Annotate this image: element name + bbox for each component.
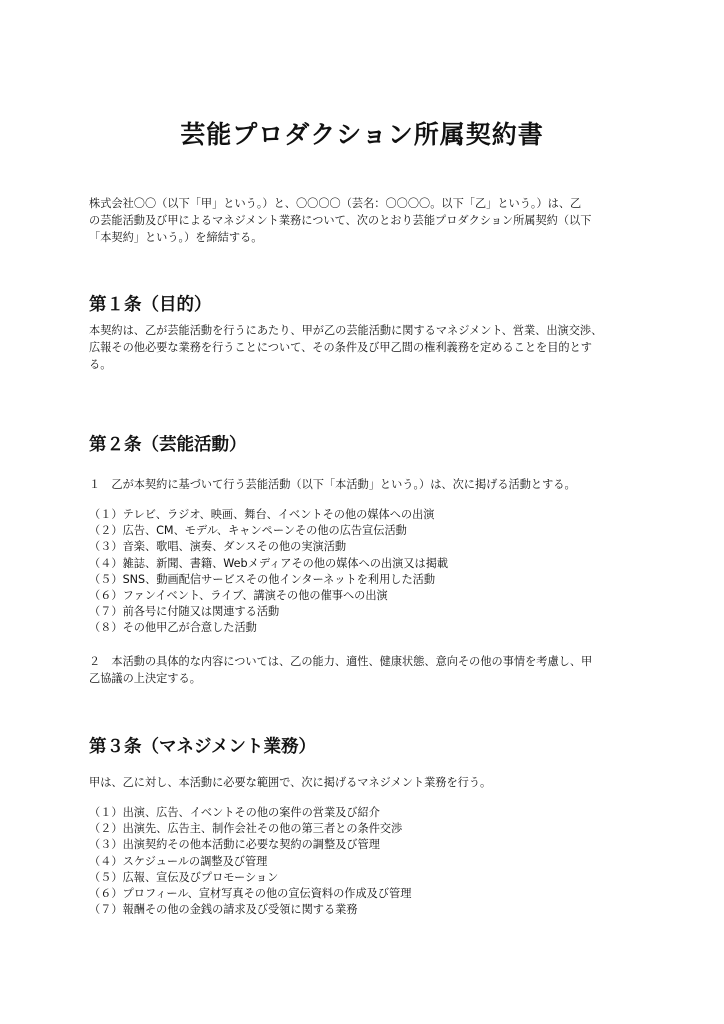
- article-1-heading: 第１条（目的）: [89, 295, 212, 315]
- intro-line: の芸能活動及び甲によるマネジメント業務について、次のとおり芸能プロダクション所属契約（以下: [89, 214, 592, 227]
- article-3-service-list: [89, 805, 411, 918]
- document-title: 芸能プロダクション所属契約書: [180, 120, 544, 149]
- list-item: （３）出演契約その他本活動に必要な契約の調整及び管理: [89, 838, 380, 852]
- list-item: （７）報酬その他の金銭の請求及び受領に関する業務: [89, 903, 358, 917]
- intro-paragraph: [89, 195, 645, 246]
- article-3-intro: [89, 774, 645, 791]
- article-1-line: 広報その他必要な業務を行うことについて、その条件及び甲乙間の権利義務を定めることを目的とす: [89, 341, 592, 354]
- list-item: （４）スケジュールの調整及び管理: [89, 854, 268, 868]
- article-1-line: る。: [89, 358, 112, 371]
- article-2-clause-1-line: １ 乙が本契約に基づいて行う芸能活動（以下「本活動」という。）は、次に掲げる活動とする。: [89, 478, 576, 491]
- article-3-heading: 第３条（マネジメント業務）: [89, 737, 316, 757]
- article-1-body: [89, 322, 645, 373]
- list-item: （１）出演、広告、イベントその他の案件の営業及び紹介: [89, 806, 380, 819]
- list-item: （７）前各号に付随又は関連する活動: [89, 605, 280, 619]
- list-item: （２）出演先、広告主、制作会社その他の第三者との条件交渉: [89, 822, 403, 836]
- list-item: （３）音楽、歌唱、演奏、ダンスその他の実演活動: [89, 540, 347, 554]
- list-item: （６）ファンイベント、ライブ、講演その他の催事への出演: [89, 589, 388, 603]
- list-item: （８）その他甲乙が合意した活動: [89, 621, 257, 635]
- article-3-intro-line: 甲は、乙に対し、本活動に必要な範囲で、次に掲げるマネジメント業務を行う。: [89, 776, 492, 789]
- article-2-clause-2: [89, 653, 645, 687]
- article-2-heading: 第２条（芸能活動）: [89, 435, 247, 455]
- list-item: （１）テレビ、ラジオ、映画、舞台、イベントその他の媒体への出演: [89, 508, 435, 521]
- list-item: （４）雑誌、新聞、書籍、Webメディアその他の媒体への出演又は掲載: [89, 556, 449, 570]
- list-item: （６）プロフィール、宣材写真その他の宣伝資料の作成及び管理: [89, 887, 412, 901]
- article-2-clause-1: [89, 476, 645, 493]
- list-item: （５）SNS、動画配信サービスその他インターネットを利用した活動: [89, 572, 436, 586]
- intro-line: 株式会社〇〇（以下「甲」という。）と、〇〇〇〇（芸名：〇〇〇〇。以下「乙」という。）は、乙: [89, 197, 582, 210]
- article-2-clause-2-line: ２ 本活動の具体的な内容については、乙の能力、適性、健康状態、意向その他の事情を考慮し、甲: [89, 655, 593, 668]
- article-2-clause-2-line: 乙協議の上決定する。: [89, 672, 201, 685]
- article-2-activity-list: [89, 507, 448, 637]
- intro-line: 「本契約」という。）を締結する。: [89, 231, 263, 244]
- article-1-line: 本契約は、乙が芸能活動を行うにあたり、甲が乙の芸能活動に関するマネジメント、営業、出演交渉、: [89, 324, 603, 337]
- list-item: （２）広告、CM、モデル、キャンペーンその他の広告宣伝活動: [89, 524, 407, 538]
- list-item: （５）広報、宣伝及びプロモーション: [89, 870, 279, 884]
